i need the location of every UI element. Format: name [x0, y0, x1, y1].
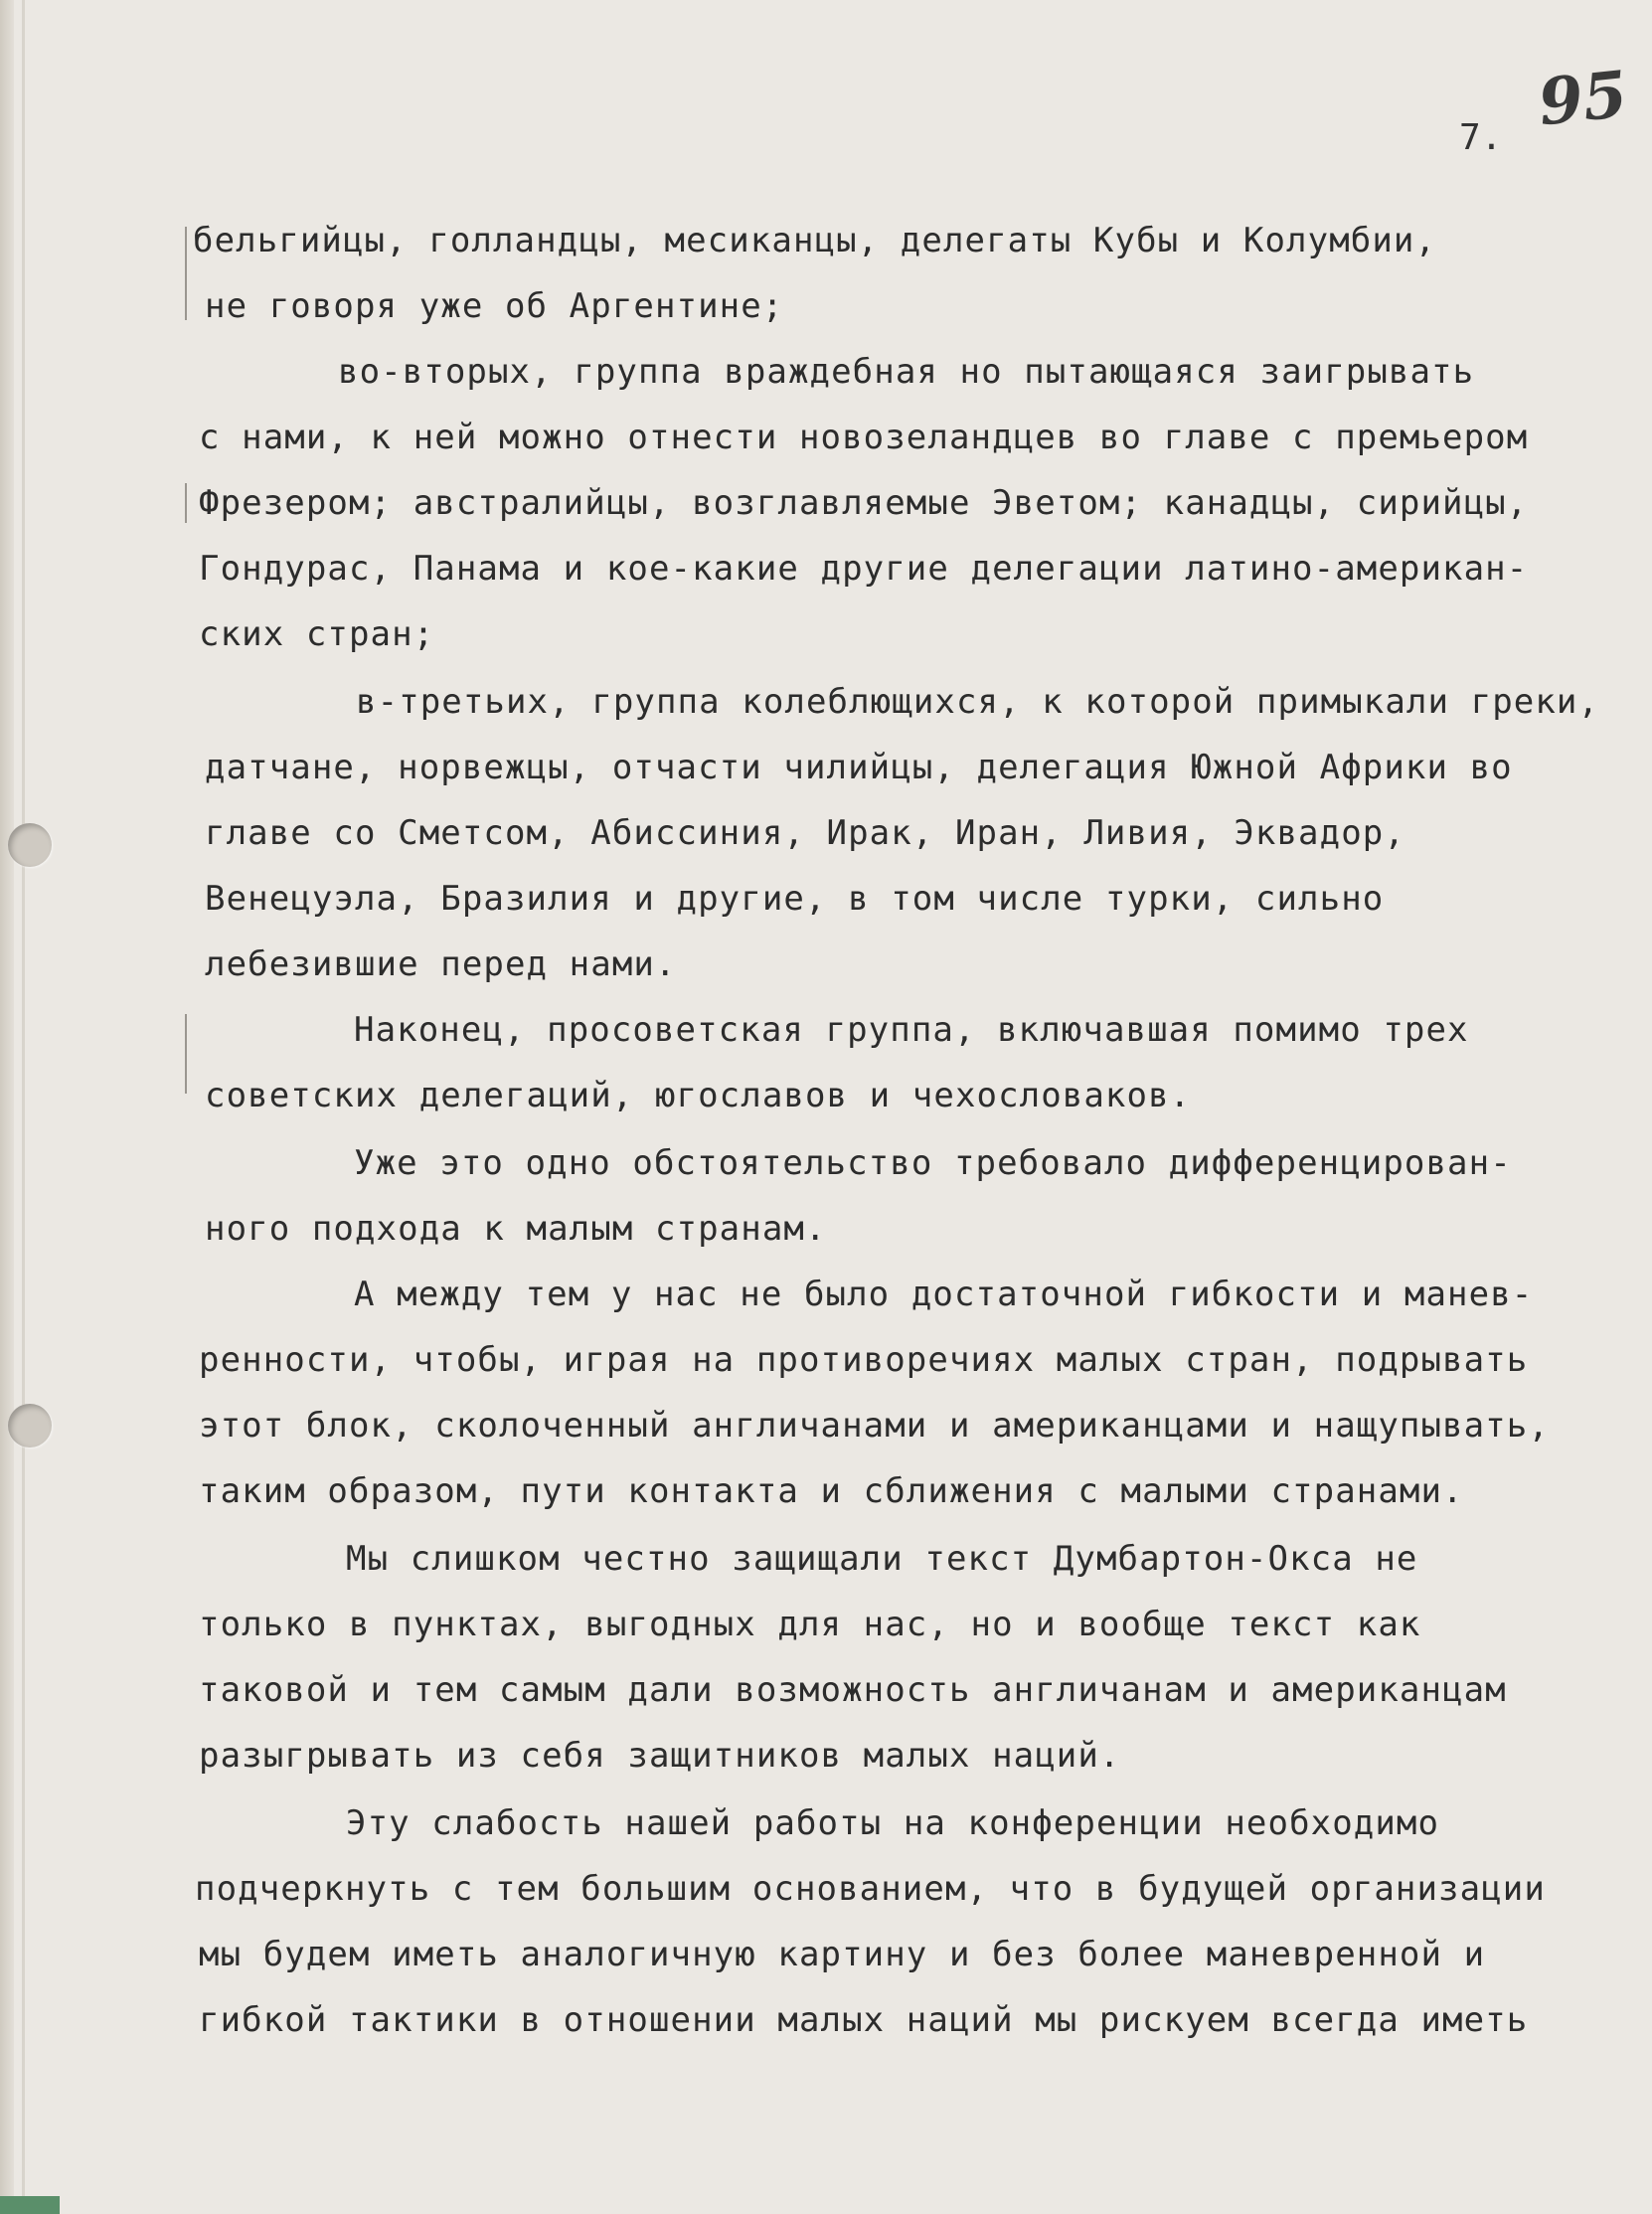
text-line: таким образом, пути контакта и сближения с малыми странами. — [199, 1471, 1464, 1511]
text-line: таковой и тем самым дали возможность англичанам и американцам — [199, 1670, 1507, 1710]
text-line: главе со Сметсом, Абиссиния, Ирак, Иран, Ливия, Эквадор, — [205, 813, 1405, 853]
page-number: 7. — [1459, 117, 1503, 158]
text-line: гибкой тактики в отношении малых наций мы рискуем всегда иметь — [199, 2000, 1529, 2040]
text-line: ских стран; — [199, 614, 435, 654]
text-line: мы будем иметь аналогичную картину и без более маневренной и — [199, 1935, 1486, 1974]
text-line: не говоря уже об Аргентине; — [205, 286, 784, 326]
text-line: разыгрывать из себя защитников малых наций. — [199, 1736, 1121, 1776]
text-line: датчане, норвежцы, отчасти чилийцы, делегация Южной Африки во — [205, 748, 1513, 787]
text-line: Эту слабость нашей работы на конференции необходимо — [346, 1803, 1440, 1843]
text-line: Уже это одно обстоятельство требовало дифференцирован- — [354, 1143, 1512, 1183]
text-line: только в пунктах, выгодных для нас, но и вообще текст как — [199, 1605, 1421, 1644]
text-line: этот блок, сколоченный англичанами и американцами и нащупывать, — [199, 1406, 1550, 1446]
text-line: ного подхода к малым странам. — [205, 1209, 827, 1249]
text-line: во-вторых, группа враждебная но пытающаяся заигрывать — [338, 352, 1475, 392]
text-line: подчеркнуть с тем большим основанием, что в будущей организации — [195, 1869, 1546, 1909]
text-line: советских делегаций, югославов и чехословаков. — [205, 1076, 1192, 1115]
text-line: лебезившие перед нами. — [205, 944, 677, 984]
text-line: бельгийцы, голландцы, месиканцы, делегаты Кубы и Колумбии, — [193, 221, 1437, 260]
text-line: Венецуэла, Бразилия и другие, в том числе турки, сильно — [205, 879, 1385, 919]
text-line: с нами, к ней можно отнести новозеландцев во главе с премьером — [199, 418, 1529, 457]
folio-number: 95 — [1535, 57, 1631, 141]
text-line: Гондурас, Панама и кое-какие другие делегации латино-американ- — [199, 549, 1529, 589]
text-line: в-третьих, группа колеблющихся, к которой примыкали греки, — [356, 682, 1600, 722]
text-line: ренности, чтобы, играя на противоречиях малых стран, подрывать — [199, 1340, 1529, 1380]
text-line: Наконец, просоветская группа, включавшая помимо трех — [354, 1010, 1469, 1050]
text-line: Мы слишком честно защищали текст Думбартон-Окса не — [346, 1539, 1418, 1579]
text-line: Фрезером; австралийцы, возглавляемые Эветом; канадцы, сирийцы, — [199, 483, 1529, 523]
text-line: А между тем у нас не было достаточной гибкости и манев- — [354, 1275, 1534, 1314]
